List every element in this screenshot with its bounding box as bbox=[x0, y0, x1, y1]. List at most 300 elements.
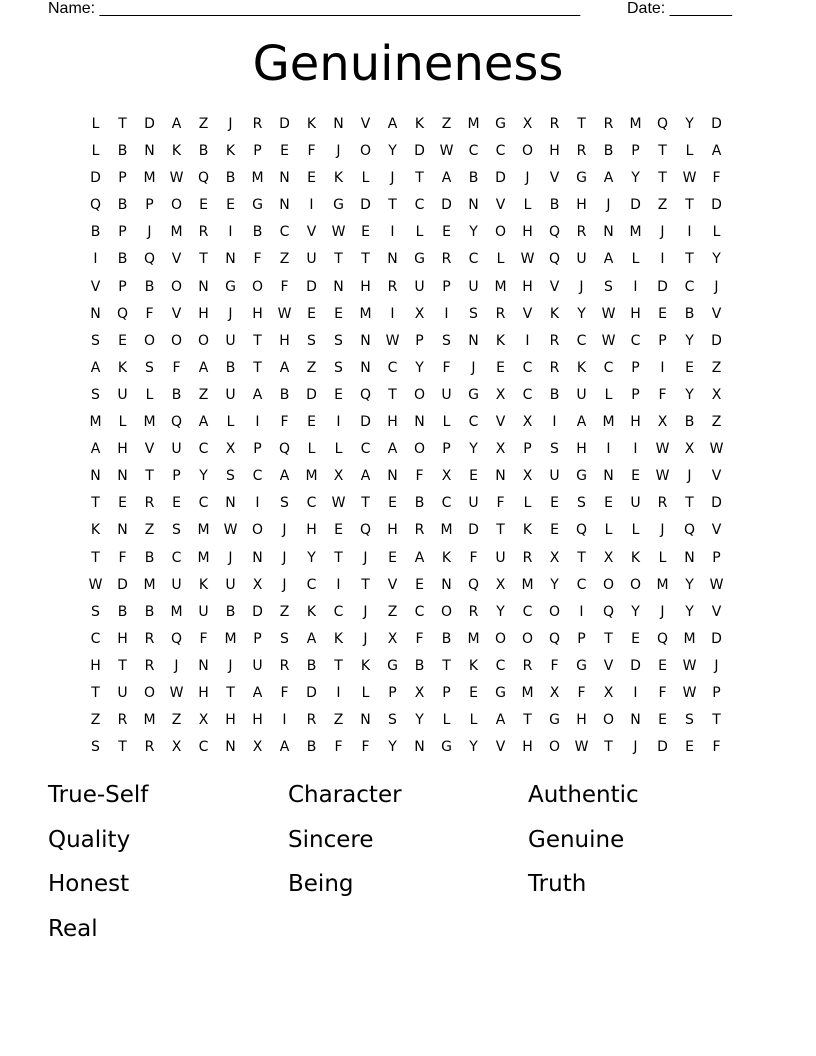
grid-letter: M bbox=[197, 522, 210, 539]
grid-letter: Y bbox=[388, 739, 397, 756]
grid-letter: P bbox=[118, 170, 127, 187]
grid-letter: I bbox=[390, 305, 395, 322]
grid-letter: P bbox=[172, 468, 181, 485]
grid-letter: S bbox=[91, 332, 100, 349]
grid-letter: R bbox=[252, 116, 263, 132]
grid-letter: H bbox=[576, 712, 587, 729]
grid-letter: X bbox=[414, 305, 425, 322]
grid-letter: Z bbox=[333, 712, 344, 729]
grid-letter: A bbox=[171, 116, 182, 132]
grid-letter: T bbox=[415, 170, 424, 187]
grid-letter: W bbox=[574, 739, 589, 756]
grid-letter: S bbox=[226, 468, 235, 485]
grid-letter: S bbox=[442, 332, 451, 349]
grid-letter: E bbox=[307, 170, 316, 187]
grid-letter: A bbox=[306, 630, 317, 647]
grid-letter: L bbox=[469, 712, 478, 729]
grid-letter: J bbox=[282, 576, 287, 593]
grid-letter: R bbox=[144, 495, 155, 512]
grid-letter: N bbox=[684, 549, 695, 566]
grid-letter: F bbox=[280, 414, 289, 431]
grid-letter: B bbox=[144, 549, 155, 566]
grid-letter: W bbox=[601, 305, 616, 322]
grid-letter: Q bbox=[89, 197, 102, 214]
grid-letter: C bbox=[576, 332, 587, 349]
grid-letter: H bbox=[198, 684, 209, 701]
grid-letter: I bbox=[660, 359, 665, 376]
grid-letter: T bbox=[388, 197, 397, 214]
grid-letter: T bbox=[577, 116, 586, 132]
grid-letter: R bbox=[657, 495, 668, 512]
grid-letter: O bbox=[494, 224, 507, 241]
grid-letter: T bbox=[361, 495, 370, 512]
grid-letter: C bbox=[333, 603, 344, 620]
grid-letter: P bbox=[712, 549, 721, 566]
grid-letter: V bbox=[495, 197, 506, 214]
grid-letter: A bbox=[387, 116, 398, 132]
grid-letter: N bbox=[225, 251, 236, 268]
grid-letter: A bbox=[576, 414, 587, 431]
name-field-label: Name: ______________________________________________________ bbox=[48, 0, 581, 17]
grid-letter: B bbox=[684, 305, 695, 322]
grid-letter: I bbox=[444, 305, 449, 322]
grid-letter: C bbox=[522, 386, 533, 403]
grid-letter: D bbox=[495, 170, 506, 187]
grid-letter: F bbox=[550, 657, 559, 674]
grid-letter: K bbox=[495, 332, 506, 349]
grid-letter: X bbox=[522, 116, 533, 132]
grid-letter: W bbox=[331, 224, 346, 241]
grid-letter: D bbox=[117, 576, 128, 593]
grid-letter: D bbox=[711, 197, 722, 214]
grid-letter: I bbox=[336, 684, 341, 701]
grid-letter: W bbox=[655, 468, 670, 485]
grid-letter: H bbox=[117, 441, 128, 458]
grid-letter: W bbox=[169, 684, 184, 701]
grid-letter: E bbox=[415, 576, 424, 593]
grid-letter: P bbox=[118, 224, 127, 241]
grid-letter: V bbox=[360, 116, 371, 132]
grid-letter: K bbox=[90, 522, 101, 539]
grid-letter: N bbox=[225, 739, 236, 756]
grid-letter: B bbox=[90, 224, 101, 241]
grid-letter: X bbox=[603, 549, 614, 566]
grid-letter: O bbox=[494, 630, 507, 647]
grid-letter: V bbox=[90, 278, 101, 295]
grid-letter: B bbox=[414, 657, 425, 674]
grid-letter: E bbox=[307, 305, 316, 322]
grid-letter: X bbox=[522, 468, 533, 485]
grid-letter: Y bbox=[307, 549, 316, 566]
grid-letter: Q bbox=[197, 170, 210, 187]
grid-letter: C bbox=[576, 576, 587, 593]
grid-letter: V bbox=[387, 576, 398, 593]
grid-letter: H bbox=[252, 305, 263, 322]
grid-letter: D bbox=[306, 278, 317, 295]
grid-letter: G bbox=[441, 739, 452, 756]
grid-letter: D bbox=[360, 414, 371, 431]
grid-letter: C bbox=[198, 495, 209, 512]
grid-letter: B bbox=[225, 603, 236, 620]
grid-letter: D bbox=[657, 739, 668, 756]
grid-letter: G bbox=[333, 197, 344, 214]
grid-letter: D bbox=[630, 657, 641, 674]
grid-letter: H bbox=[522, 278, 533, 295]
grid-letter: L bbox=[496, 251, 505, 268]
grid-letter: J bbox=[282, 549, 287, 566]
grid-letter: A bbox=[711, 143, 722, 160]
grid-letter: D bbox=[711, 332, 722, 349]
grid-letter: F bbox=[712, 170, 721, 187]
grid-letter: S bbox=[307, 332, 316, 349]
grid-letter: E bbox=[334, 386, 343, 403]
grid-letter: U bbox=[576, 386, 587, 403]
grid-letter: T bbox=[334, 549, 343, 566]
grid-letter: A bbox=[198, 414, 209, 431]
grid-letter: J bbox=[660, 522, 665, 539]
grid-letter: V bbox=[711, 522, 722, 539]
grid-letter: Q bbox=[683, 522, 696, 539]
grid-letter: P bbox=[631, 359, 640, 376]
grid-letter: X bbox=[171, 739, 182, 756]
grid-letter: I bbox=[390, 224, 395, 241]
grid-letter: M bbox=[440, 522, 453, 539]
grid-letter: T bbox=[226, 684, 235, 701]
grid-letter: E bbox=[172, 495, 181, 512]
grid-letter: W bbox=[682, 684, 697, 701]
grid-letter: V bbox=[171, 305, 182, 322]
word-search-grid bbox=[82, 111, 730, 761]
grid-letter: S bbox=[280, 630, 289, 647]
grid-letter: B bbox=[306, 657, 317, 674]
grid-letter: I bbox=[606, 441, 611, 458]
grid-letter: J bbox=[228, 305, 233, 322]
grid-letter: X bbox=[225, 441, 236, 458]
grid-letter: T bbox=[523, 712, 532, 729]
grid-letter: V bbox=[171, 251, 182, 268]
grid-letter: C bbox=[198, 441, 209, 458]
grid-letter: N bbox=[387, 251, 398, 268]
grid-letter: A bbox=[279, 359, 290, 376]
grid-letter: H bbox=[90, 657, 101, 674]
grid-letter: K bbox=[576, 359, 587, 376]
grid-letter: L bbox=[631, 251, 640, 268]
grid-letter: N bbox=[225, 495, 236, 512]
grid-letter: T bbox=[658, 170, 667, 187]
grid-letter: S bbox=[172, 522, 181, 539]
grid-letter: B bbox=[144, 603, 155, 620]
grid-letter: B bbox=[117, 143, 128, 160]
grid-letter: T bbox=[91, 549, 100, 566]
grid-letter: R bbox=[414, 522, 425, 539]
grid-letter: H bbox=[522, 739, 533, 756]
grid-letter: D bbox=[306, 684, 317, 701]
grid-letter: Y bbox=[712, 251, 721, 268]
grid-letter: U bbox=[252, 657, 263, 674]
grid-letter: B bbox=[684, 414, 695, 431]
grid-letter: T bbox=[685, 495, 694, 512]
grid-letter: N bbox=[360, 712, 371, 729]
grid-letter: V bbox=[144, 441, 155, 458]
grid-letter: H bbox=[360, 278, 371, 295]
date-field-label: Date: _______ bbox=[627, 0, 732, 17]
grid-letter: S bbox=[685, 712, 694, 729]
grid-letter: R bbox=[279, 657, 290, 674]
grid-letter: A bbox=[495, 712, 506, 729]
grid-letter: J bbox=[363, 630, 368, 647]
grid-letter: E bbox=[658, 657, 667, 674]
grid-letter: S bbox=[388, 712, 397, 729]
grid-letter: C bbox=[630, 332, 641, 349]
grid-letter: O bbox=[251, 522, 264, 539]
grid-letter: T bbox=[577, 549, 586, 566]
grid-letter: Z bbox=[90, 712, 101, 729]
grid-letter: L bbox=[91, 116, 100, 132]
grid-letter: I bbox=[282, 712, 287, 729]
grid-letter: E bbox=[469, 684, 478, 701]
grid-letter: N bbox=[468, 332, 479, 349]
grid-letter: O bbox=[170, 197, 183, 214]
grid-letter: C bbox=[468, 251, 479, 268]
grid-letter: E bbox=[604, 495, 613, 512]
grid-letter: N bbox=[90, 305, 101, 322]
grid-letter: R bbox=[144, 630, 155, 647]
grid-letter: Z bbox=[279, 603, 290, 620]
grid-letter: V bbox=[306, 224, 317, 241]
grid-letter: M bbox=[629, 116, 642, 132]
grid-letter: A bbox=[90, 441, 101, 458]
grid-letter: H bbox=[630, 414, 641, 431]
grid-letter: S bbox=[91, 603, 100, 620]
grid-letter: Z bbox=[711, 359, 722, 376]
grid-letter: P bbox=[253, 441, 262, 458]
grid-letter: L bbox=[604, 386, 613, 403]
grid-letter: E bbox=[280, 143, 289, 160]
grid-letter: N bbox=[387, 468, 398, 485]
grid-letter: Y bbox=[685, 332, 694, 349]
word-bank-item: Character bbox=[288, 782, 402, 808]
grid-letter: J bbox=[714, 657, 719, 674]
grid-letter: Z bbox=[144, 522, 155, 539]
grid-letter: S bbox=[334, 359, 343, 376]
grid-letter: R bbox=[549, 332, 560, 349]
grid-letter: C bbox=[90, 630, 101, 647]
grid-letter: L bbox=[631, 522, 640, 539]
grid-letter: C bbox=[495, 657, 506, 674]
grid-letter: U bbox=[117, 386, 128, 403]
word-bank-item: Truth bbox=[528, 871, 587, 897]
grid-letter: K bbox=[225, 143, 236, 160]
grid-letter: Q bbox=[602, 603, 615, 620]
grid-letter: U bbox=[549, 468, 560, 485]
grid-letter: C bbox=[252, 468, 263, 485]
grid-letter: R bbox=[576, 143, 587, 160]
grid-letter: X bbox=[414, 684, 425, 701]
grid-letter: D bbox=[279, 116, 290, 132]
grid-letter: M bbox=[359, 305, 372, 322]
grid-letter: M bbox=[305, 468, 318, 485]
grid-letter: I bbox=[309, 197, 314, 214]
word-bank-item: Being bbox=[288, 871, 354, 897]
grid-letter: T bbox=[604, 739, 613, 756]
grid-letter: R bbox=[522, 549, 533, 566]
grid-letter: M bbox=[602, 414, 615, 431]
grid-letter: J bbox=[714, 278, 719, 295]
grid-letter: Q bbox=[656, 630, 669, 647]
grid-letter: L bbox=[361, 684, 370, 701]
grid-letter: E bbox=[631, 468, 640, 485]
grid-letter: J bbox=[660, 603, 665, 620]
grid-letter: M bbox=[467, 116, 480, 132]
grid-letter: N bbox=[333, 278, 344, 295]
grid-letter: N bbox=[414, 414, 425, 431]
grid-letter: N bbox=[90, 468, 101, 485]
grid-letter: T bbox=[91, 684, 100, 701]
grid-letter: P bbox=[253, 630, 262, 647]
grid-letter: B bbox=[468, 170, 479, 187]
grid-letter: N bbox=[441, 576, 452, 593]
grid-letter: L bbox=[442, 414, 451, 431]
grid-letter: C bbox=[198, 739, 209, 756]
grid-letter: M bbox=[143, 576, 156, 593]
grid-letter: M bbox=[467, 630, 480, 647]
grid-letter: R bbox=[441, 251, 452, 268]
grid-letter: F bbox=[145, 305, 154, 322]
grid-letter: B bbox=[225, 359, 236, 376]
grid-letter: I bbox=[687, 224, 692, 241]
grid-letter: X bbox=[603, 684, 614, 701]
grid-letter: U bbox=[225, 386, 236, 403]
grid-letter: E bbox=[496, 359, 505, 376]
grid-letter: U bbox=[468, 278, 479, 295]
grid-letter: W bbox=[709, 576, 724, 593]
grid-letter: B bbox=[225, 170, 236, 187]
grid-letter: U bbox=[630, 495, 641, 512]
grid-letter: S bbox=[550, 441, 559, 458]
grid-letter: F bbox=[577, 684, 586, 701]
grid-letter: J bbox=[471, 359, 476, 376]
grid-letter: F bbox=[253, 251, 262, 268]
grid-letter: X bbox=[252, 576, 263, 593]
grid-letter: K bbox=[198, 576, 209, 593]
grid-letter: O bbox=[359, 143, 372, 160]
grid-letter: B bbox=[117, 251, 128, 268]
grid-letter: S bbox=[145, 359, 154, 376]
grid-letter: X bbox=[711, 386, 722, 403]
grid-letter: B bbox=[171, 386, 182, 403]
grid-letter: A bbox=[603, 251, 614, 268]
grid-letter: X bbox=[495, 576, 506, 593]
grid-letter: J bbox=[363, 603, 368, 620]
grid-letter: B bbox=[252, 224, 263, 241]
grid-letter: I bbox=[336, 414, 341, 431]
grid-letter: U bbox=[198, 603, 209, 620]
grid-letter: O bbox=[413, 386, 426, 403]
grid-letter: Y bbox=[685, 116, 694, 132]
grid-letter: N bbox=[198, 657, 209, 674]
grid-letter: H bbox=[117, 630, 128, 647]
grid-letter: W bbox=[277, 305, 292, 322]
grid-letter: B bbox=[306, 739, 317, 756]
grid-letter: K bbox=[414, 116, 425, 132]
grid-letter: F bbox=[307, 143, 316, 160]
grid-letter: E bbox=[658, 712, 667, 729]
grid-letter: R bbox=[144, 657, 155, 674]
grid-letter: H bbox=[630, 305, 641, 322]
grid-letter: N bbox=[360, 359, 371, 376]
grid-letter: M bbox=[143, 414, 156, 431]
grid-letter: D bbox=[711, 630, 722, 647]
grid-letter: B bbox=[441, 630, 452, 647]
grid-letter: S bbox=[334, 332, 343, 349]
grid-letter: E bbox=[685, 739, 694, 756]
grid-letter: E bbox=[388, 495, 397, 512]
grid-letter: N bbox=[603, 224, 614, 241]
grid-letter: H bbox=[522, 224, 533, 241]
grid-letter: A bbox=[279, 468, 290, 485]
grid-letter: H bbox=[306, 522, 317, 539]
grid-letter: U bbox=[576, 251, 587, 268]
grid-letter: Y bbox=[577, 305, 586, 322]
grid-letter: L bbox=[307, 441, 316, 458]
grid-letter: S bbox=[469, 305, 478, 322]
grid-letter: Y bbox=[685, 576, 694, 593]
grid-letter: S bbox=[91, 386, 100, 403]
grid-letter: T bbox=[334, 251, 343, 268]
grid-letter: T bbox=[118, 657, 127, 674]
grid-letter: E bbox=[199, 197, 208, 214]
grid-letter: O bbox=[548, 739, 561, 756]
grid-letter: W bbox=[655, 441, 670, 458]
grid-letter: P bbox=[145, 197, 154, 214]
grid-letter: W bbox=[709, 441, 724, 458]
grid-letter: E bbox=[118, 495, 127, 512]
grid-letter: Q bbox=[467, 576, 480, 593]
grid-letter: V bbox=[495, 739, 506, 756]
grid-letter: E bbox=[631, 630, 640, 647]
grid-letter: S bbox=[91, 739, 100, 756]
grid-letter: N bbox=[630, 712, 641, 729]
grid-letter: F bbox=[658, 386, 667, 403]
grid-letter: P bbox=[631, 386, 640, 403]
grid-letter: J bbox=[147, 224, 152, 241]
grid-letter: S bbox=[280, 495, 289, 512]
grid-letter: Y bbox=[631, 170, 640, 187]
grid-letter: P bbox=[523, 441, 532, 458]
grid-letter: I bbox=[660, 251, 665, 268]
word-bank-item: Sincere bbox=[288, 826, 374, 853]
grid-letter: R bbox=[603, 116, 614, 132]
grid-letter: A bbox=[360, 468, 371, 485]
grid-letter: R bbox=[198, 224, 209, 241]
grid-letter: O bbox=[440, 603, 453, 620]
grid-letter: C bbox=[603, 359, 614, 376]
grid-letter: I bbox=[633, 684, 638, 701]
grid-letter: Z bbox=[387, 603, 398, 620]
grid-letter: L bbox=[712, 224, 721, 241]
grid-letter: N bbox=[603, 468, 614, 485]
grid-letter: Q bbox=[575, 522, 588, 539]
grid-letter: G bbox=[387, 657, 398, 674]
grid-letter: T bbox=[442, 657, 451, 674]
grid-letter: C bbox=[414, 603, 425, 620]
word-bank-item: Authentic bbox=[528, 782, 639, 808]
grid-letter: H bbox=[252, 712, 263, 729]
grid-letter: R bbox=[117, 712, 128, 729]
grid-letter: N bbox=[117, 522, 128, 539]
grid-letter: E bbox=[361, 224, 370, 241]
grid-letter: S bbox=[604, 278, 613, 295]
